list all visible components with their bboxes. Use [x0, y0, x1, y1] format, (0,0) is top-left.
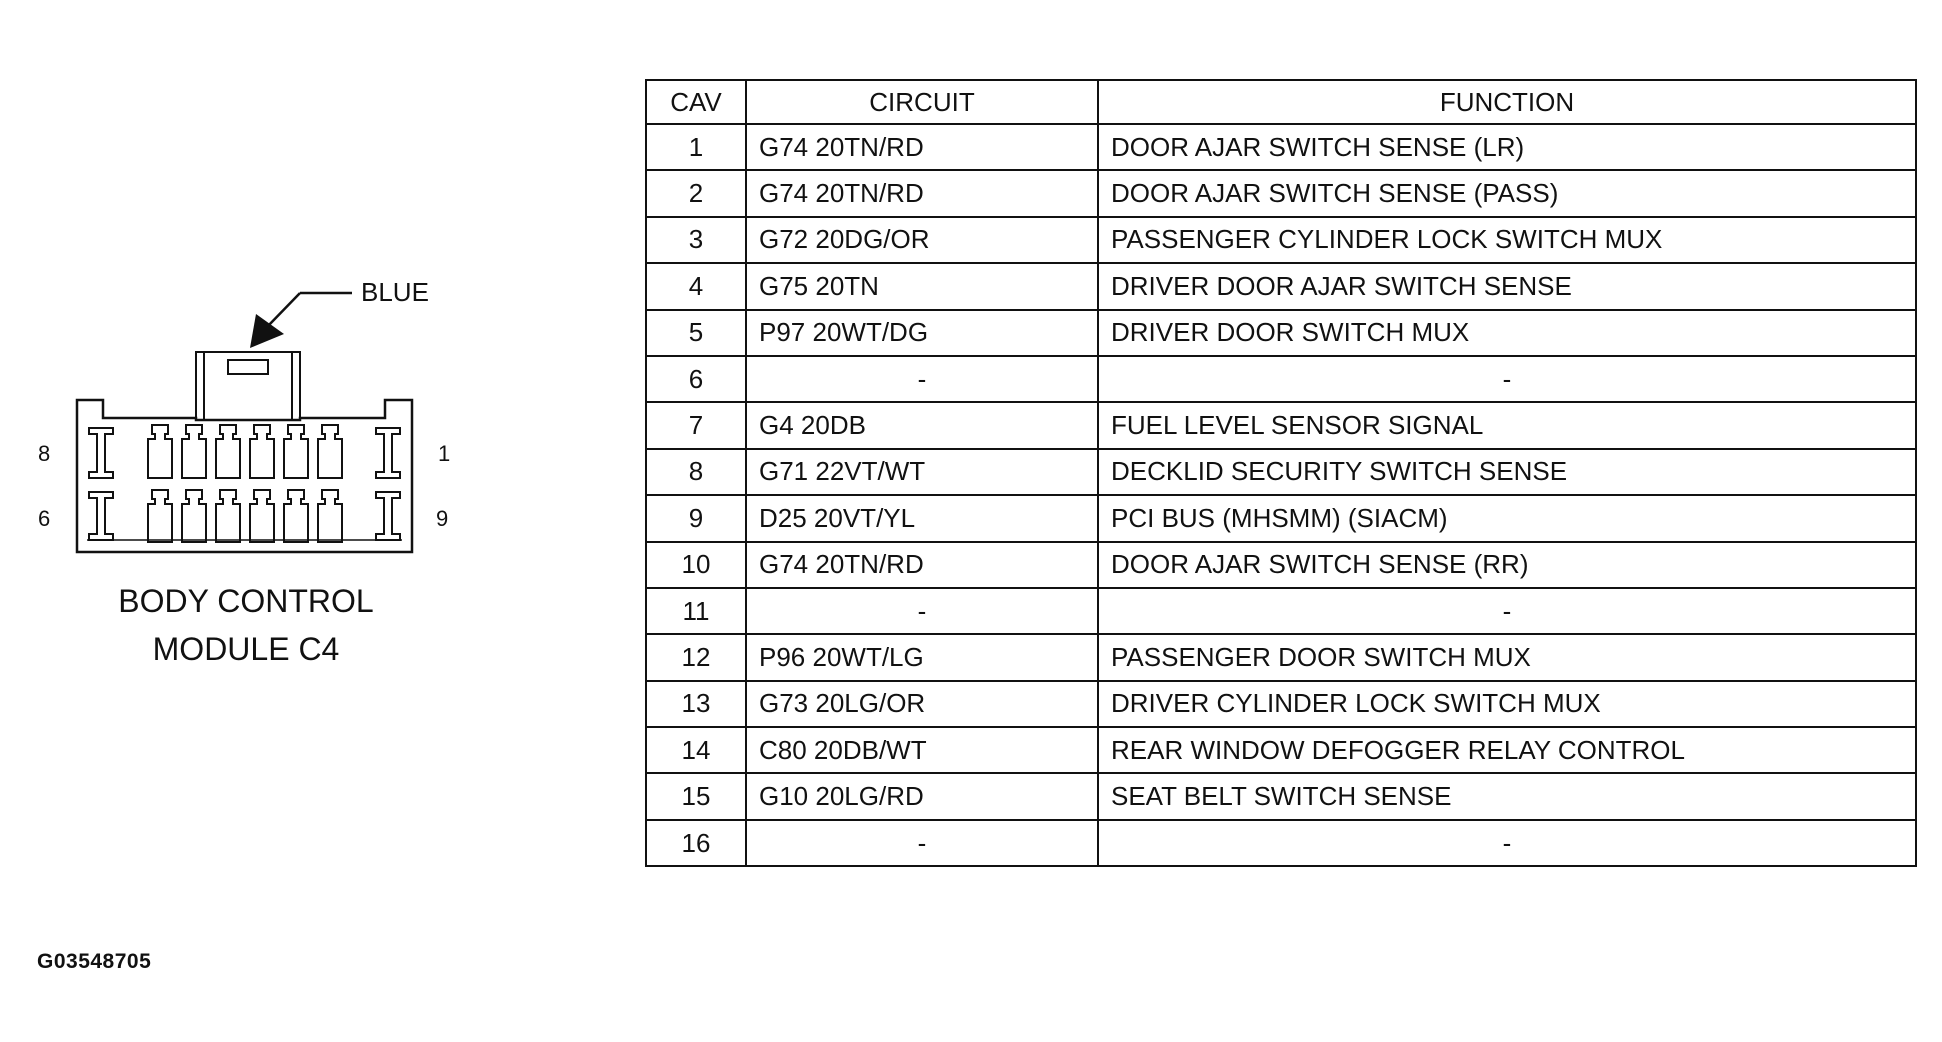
- pin-label-1: 1: [438, 441, 451, 466]
- pin-label-6: 6: [38, 506, 51, 531]
- function-cell: DRIVER DOOR AJAR SWITCH SENSE: [1098, 263, 1916, 309]
- function-cell: REAR WINDOW DEFOGGER RELAY CONTROL: [1098, 727, 1916, 773]
- function-cell: -: [1098, 588, 1916, 634]
- function-cell: DRIVER CYLINDER LOCK SWITCH MUX: [1098, 681, 1916, 727]
- pin-cavity: [182, 425, 206, 478]
- cav-cell: 4: [646, 263, 746, 309]
- pin-cavity: [148, 425, 172, 478]
- header-circuit: CIRCUIT: [746, 80, 1098, 124]
- circuit-cell: G75 20TN: [746, 263, 1098, 309]
- header-function: FUNCTION: [1098, 80, 1916, 124]
- circuit-cell: -: [746, 820, 1098, 866]
- pin-cavity: [182, 490, 206, 542]
- figure-id: G03548705: [37, 950, 152, 973]
- function-cell: -: [1098, 820, 1916, 866]
- table-row: [646, 356, 1916, 402]
- function-cell: DOOR AJAR SWITCH SENSE (RR): [1098, 542, 1916, 588]
- circuit-cell: G74 20TN/RD: [746, 170, 1098, 216]
- circuit-cell: -: [746, 588, 1098, 634]
- table-row: [646, 588, 1916, 634]
- circuit-cell: G72 20DG/OR: [746, 217, 1098, 263]
- table-row: [646, 217, 1916, 263]
- table-row: [646, 124, 1916, 170]
- cav-cell: 2: [646, 170, 746, 216]
- cav-cell: 12: [646, 634, 746, 680]
- circuit-cell: G10 20LG/RD: [746, 773, 1098, 819]
- pin-cavity: [284, 425, 308, 478]
- pin-cavity: [250, 490, 274, 542]
- pin-cavity: [284, 490, 308, 542]
- table-row: [646, 820, 1916, 866]
- table-row: [646, 727, 1916, 773]
- table-row: [646, 170, 1916, 216]
- function-cell: PASSENGER CYLINDER LOCK SWITCH MUX: [1098, 217, 1916, 263]
- table-row: [646, 402, 1916, 448]
- table-row: [646, 634, 1916, 680]
- function-cell: FUEL LEVEL SENSOR SIGNAL: [1098, 402, 1916, 448]
- connector-caption-line2: MODULE C4: [152, 631, 340, 667]
- function-cell: PASSENGER DOOR SWITCH MUX: [1098, 634, 1916, 680]
- function-cell: DRIVER DOOR SWITCH MUX: [1098, 310, 1916, 356]
- cav-cell: 1: [646, 124, 746, 170]
- cav-cell: 11: [646, 588, 746, 634]
- circuit-cell: G73 20LG/OR: [746, 681, 1098, 727]
- pin-cavities: [89, 425, 400, 542]
- outer-pin-cavity: [376, 428, 400, 478]
- connector-housing: [77, 400, 412, 552]
- circuit-cell: -: [746, 356, 1098, 402]
- cav-cell: 8: [646, 449, 746, 495]
- function-cell: SEAT BELT SWITCH SENSE: [1098, 773, 1916, 819]
- table-row: [646, 542, 1916, 588]
- connector-latch: [196, 352, 300, 420]
- circuit-cell: G71 22VT/WT: [746, 449, 1098, 495]
- circuit-cell: C80 20DB/WT: [746, 727, 1098, 773]
- pin-cavity: [216, 425, 240, 478]
- pin-cavity: [318, 425, 342, 478]
- cav-cell: 15: [646, 773, 746, 819]
- table-header-row: [646, 80, 1916, 124]
- callout-label: BLUE: [361, 277, 429, 307]
- pin-cavity: [318, 490, 342, 542]
- cav-cell: 5: [646, 310, 746, 356]
- cav-cell: 9: [646, 495, 746, 541]
- circuit-cell: G74 20TN/RD: [746, 124, 1098, 170]
- cav-cell: 7: [646, 402, 746, 448]
- cav-cell: 3: [646, 217, 746, 263]
- pin-label-8: 8: [38, 441, 51, 466]
- function-cell: DECKLID SECURITY SWITCH SENSE: [1098, 449, 1916, 495]
- cav-cell: 6: [646, 356, 746, 402]
- pin-cavity: [148, 490, 172, 542]
- cav-cell: 10: [646, 542, 746, 588]
- function-cell: PCI BUS (MHSMM) (SIACM): [1098, 495, 1916, 541]
- header-cav: CAV: [646, 80, 746, 124]
- table-row: [646, 310, 1916, 356]
- table-row: [646, 495, 1916, 541]
- outer-pin-cavity: [376, 492, 400, 540]
- circuit-cell: D25 20VT/YL: [746, 495, 1098, 541]
- cav-cell: 14: [646, 727, 746, 773]
- pin-label-9: 9: [436, 506, 449, 531]
- callout-arrow: [250, 293, 352, 348]
- cavity-table: [645, 79, 1917, 867]
- connector-diagram: [0, 0, 480, 700]
- cav-cell: 16: [646, 820, 746, 866]
- function-cell: DOOR AJAR SWITCH SENSE (LR): [1098, 124, 1916, 170]
- table-row: [646, 773, 1916, 819]
- table-row: [646, 449, 1916, 495]
- pin-cavity: [250, 425, 274, 478]
- circuit-cell: P97 20WT/DG: [746, 310, 1098, 356]
- circuit-cell: G4 20DB: [746, 402, 1098, 448]
- circuit-cell: G74 20TN/RD: [746, 542, 1098, 588]
- circuit-cell: P96 20WT/LG: [746, 634, 1098, 680]
- function-cell: -: [1098, 356, 1916, 402]
- outer-pin-cavity: [89, 428, 113, 478]
- function-cell: DOOR AJAR SWITCH SENSE (PASS): [1098, 170, 1916, 216]
- table-row: [646, 681, 1916, 727]
- connector-caption-line1: BODY CONTROL: [118, 583, 374, 619]
- pin-cavity: [216, 490, 240, 542]
- cav-cell: 13: [646, 681, 746, 727]
- table-row: [646, 263, 1916, 309]
- outer-pin-cavity: [89, 492, 113, 540]
